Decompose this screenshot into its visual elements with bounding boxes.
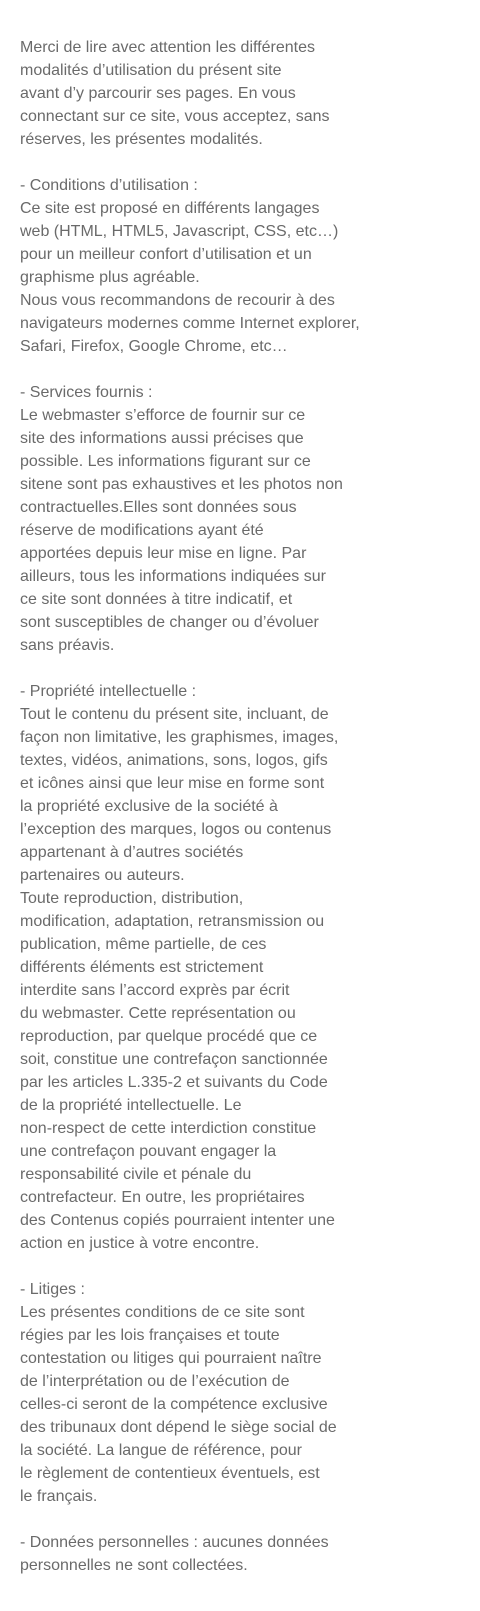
propriete-line: non-respect de cette interdiction constitue — [20, 1120, 317, 1137]
services-line: possible. Les informations figurant sur ce — [20, 453, 311, 470]
conditions-line: Safari, Firefox, Google Chrome, etc… — [20, 338, 288, 355]
propriete-line: façon non limitative, les graphismes, images, — [20, 729, 339, 746]
litiges-line: contestation ou litiges qui pourraient naître — [20, 1350, 322, 1367]
conditions-section — [20, 174, 460, 358]
propriete-line: modification, adaptation, retransmission ou — [20, 913, 325, 930]
propriete-line: reproduction, par quelque procédé que ce — [20, 1028, 318, 1045]
propriete-line: une contrefaçon pouvant engager la — [20, 1143, 277, 1160]
litiges-section — [20, 1278, 460, 1508]
propriete-line: Toute reproduction, distribution, — [20, 890, 244, 907]
litiges-line: le français. — [20, 1488, 98, 1505]
propriete-line: la propriété exclusive de la société à — [20, 798, 278, 815]
donnees-heading: - Données personnelles : aucunes données — [20, 1534, 329, 1551]
propriete-line: du webmaster. Cette représentation ou — [20, 1005, 296, 1022]
propriete-line: publication, même partielle, de ces — [20, 936, 267, 953]
propriete-line: action en justice à votre encontre. — [20, 1235, 260, 1252]
litiges-line: le règlement de contentieux éventuels, est — [20, 1465, 320, 1482]
propriete-line: interdite sans l’accord exprès par écrit — [20, 982, 290, 999]
propriete-line: responsabilité civile et pénale du — [20, 1166, 252, 1183]
propriete-section — [20, 680, 460, 1255]
services-line: sitene sont pas exhaustives et les photos non — [20, 476, 343, 493]
propriete-line: soit, constitue une contrefaçon sanctionnée — [20, 1051, 328, 1068]
propriete-line: différents éléments est strictement — [20, 959, 264, 976]
services-line: contractuelles.Elles sont données sous — [20, 499, 297, 516]
intro-line: modalités d’utilisation du présent site — [20, 62, 282, 79]
intro-paragraph — [20, 36, 460, 151]
services-section — [20, 381, 460, 657]
intro-line: connectant sur ce site, vous acceptez, sans — [20, 108, 330, 125]
litiges-line: Les présentes conditions de ce site sont — [20, 1304, 305, 1321]
services-line: apportées depuis leur mise en ligne. Par — [20, 545, 307, 562]
services-line: réserve de modifications ayant été — [20, 522, 264, 539]
intro-line: réserves, les présentes modalités. — [20, 131, 263, 148]
propriete-line: des Contenus copiés pourraient intenter une — [20, 1212, 335, 1229]
litiges-line: de l’interprétation ou de l’exécution de — [20, 1373, 290, 1390]
conditions-line: web (HTML, HTML5, Javascript, CSS, etc…) — [20, 223, 339, 240]
services-line: sont susceptibles de changer ou d’évoluer — [20, 614, 319, 631]
propriete-line: contrefacteur. En outre, les propriétaires — [20, 1189, 305, 1206]
intro-line: Merci de lire avec attention les différentes — [20, 39, 315, 56]
donnees-section — [20, 1531, 460, 1577]
propriete-line: appartenant à d’autres sociétés — [20, 844, 244, 861]
conditions-heading: - Conditions d’utilisation : — [20, 177, 198, 194]
litiges-line: des tribunaux dont dépend le siège social de — [20, 1419, 337, 1436]
services-heading: - Services fournis : — [20, 384, 153, 401]
litiges-line: régies par les lois françaises et toute — [20, 1327, 280, 1344]
litiges-line: celles-ci seront de la compétence exclusive — [20, 1396, 328, 1413]
propriete-line: Tout le contenu du présent site, incluant, de — [20, 706, 329, 723]
services-line: site des informations aussi précises que — [20, 430, 304, 447]
litiges-line: la société. La langue de référence, pour — [20, 1442, 302, 1459]
propriete-line: de la propriété intellectuelle. Le — [20, 1097, 242, 1114]
propriete-line: et icônes ainsi que leur mise en forme sont — [20, 775, 325, 792]
conditions-line: pour un meilleur confort d’utilisation et un — [20, 246, 312, 263]
services-line: sans préavis. — [20, 637, 115, 654]
services-line: ailleurs, tous les informations indiquées sur — [20, 568, 326, 585]
conditions-line: graphisme plus agréable. — [20, 269, 200, 286]
litiges-heading: - Litiges : — [20, 1281, 85, 1298]
donnees-line: personnelles ne sont collectées. — [20, 1557, 248, 1574]
conditions-line: Ce site est proposé en différents langages — [20, 200, 320, 217]
propriete-line: textes, vidéos, animations, sons, logos, gifs — [20, 752, 328, 769]
conditions-line: Nous vous recommandons de recourir à des — [20, 292, 335, 309]
propriete-line: par les articles L.335-2 et suivants du Code — [20, 1074, 328, 1091]
propriete-heading: - Propriété intellectuelle : — [20, 683, 197, 700]
services-line: ce site sont données à titre indicatif, et — [20, 591, 293, 608]
services-line: Le webmaster s’efforce de fournir sur ce — [20, 407, 306, 424]
propriete-line: partenaires ou auteurs. — [20, 867, 185, 884]
propriete-line: l’exception des marques, logos ou contenus — [20, 821, 332, 838]
intro-line: avant d’y parcourir ses pages. En vous — [20, 85, 296, 102]
conditions-line: navigateurs modernes comme Internet explorer, — [20, 315, 360, 332]
